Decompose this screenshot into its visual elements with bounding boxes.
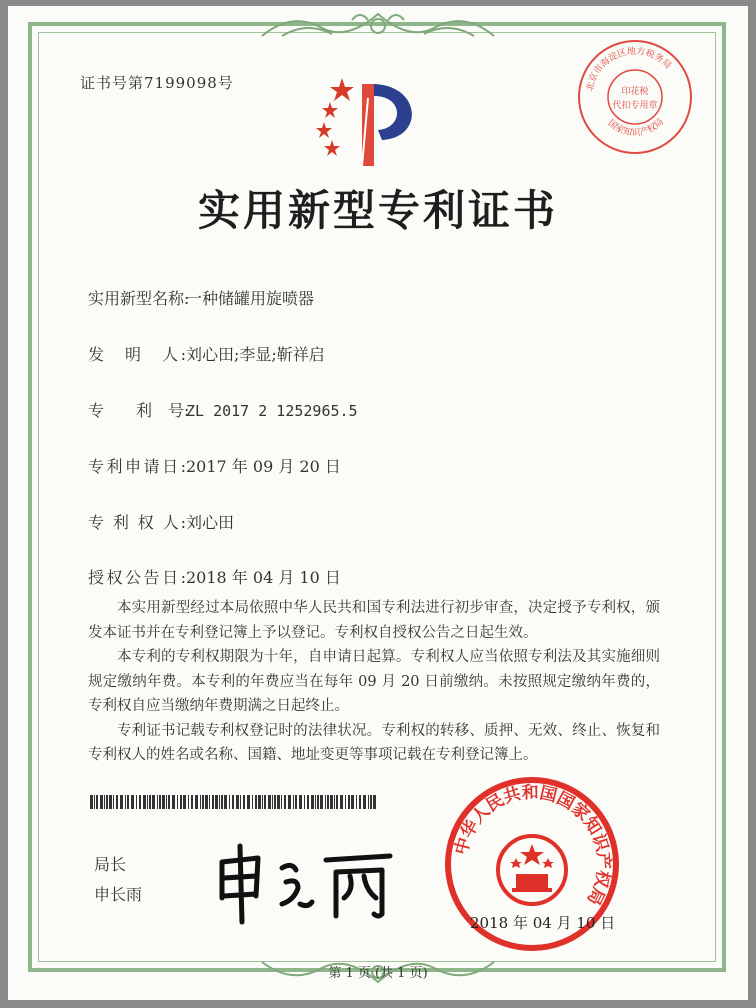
- field-inventors: [88, 342, 325, 365]
- field-value: 2017 年 09 月 20 日: [186, 457, 341, 476]
- body-paragraph: 本实用新型经过本局依照中华人民共和国专利法进行初步审查，决定授予专利权，颁发本证书并在专利登记簿上予以登记。专利权自授权公告之日起生效。: [88, 600, 660, 641]
- certificate-title: 实用新型专利证书: [197, 186, 558, 235]
- field-utility-model-name: [88, 286, 314, 309]
- national-emblem-icon: [498, 836, 566, 904]
- field-label: 专 利 号:: [88, 401, 190, 420]
- field-application-date: [88, 454, 341, 477]
- svg-text:印花税: 印花税: [621, 87, 649, 97]
- director-signature: [200, 826, 400, 926]
- svg-text:中华人民共和国国家知识产权局: 中华人民共和国国家知识产权局: [451, 782, 614, 908]
- field-value: 刘心田;李显;靳祥启: [186, 345, 325, 364]
- top-ornament-icon: [252, 6, 504, 46]
- field-patent-number: [88, 398, 358, 421]
- field-grant-date: [88, 565, 341, 588]
- field-label: 实用新型名称:: [88, 289, 190, 308]
- barcode-icon: [90, 795, 376, 809]
- svg-text:北京市海淀区地方税务局: 北京市海淀区地方税务局: [585, 46, 673, 93]
- official-name: 申长雨: [94, 885, 143, 904]
- issue-date: 2018 年 04 月 10 日: [470, 914, 616, 932]
- svg-text:国家知识产权局: 国家知识产权局: [605, 117, 667, 139]
- official-title: 局长: [94, 855, 127, 874]
- certificate-number: 证书号第7199098号: [80, 74, 234, 92]
- field-value: ZL 2017 2 1252965.5: [186, 402, 358, 420]
- field-label: 授权公告日:: [88, 568, 186, 587]
- field-label: 发 明 人:: [88, 345, 186, 364]
- field-value: 一种储罐用旋喷器: [186, 289, 315, 308]
- page-footer: 第 1 页 (共 1 页): [328, 966, 428, 981]
- body-paragraph: 专利证书记载专利权登记时的法律状况。专利权的转移、质押、无效、终止、恢复和专利权人的姓名或名称、国籍、地址变更等事项记载在专利登记簿上。: [88, 722, 660, 763]
- cnipa-logo-icon: [312, 78, 432, 170]
- field-label: 专 利 权 人:: [88, 513, 186, 532]
- body-paragraph: 本专利的专利权期限为十年，自申请日起算。专利权人应当依照专利法及其实施细则规定缴纳年费。本专利的年费应当在每年 09 月 20 日前缴纳。未按照规定缴纳年费的，专利权自应当缴纳年费期满之日起终止。: [88, 649, 660, 714]
- certificate-body: [88, 596, 660, 768]
- field-value: 2018 年 04 月 10 日: [186, 568, 341, 587]
- field-patentee: [88, 510, 234, 533]
- stamp-duty-seal: [574, 36, 696, 158]
- field-value: 刘心田: [186, 513, 235, 532]
- svg-text:代扣专用章: 代扣专用章: [612, 101, 658, 111]
- field-label: 专利申请日:: [88, 457, 186, 476]
